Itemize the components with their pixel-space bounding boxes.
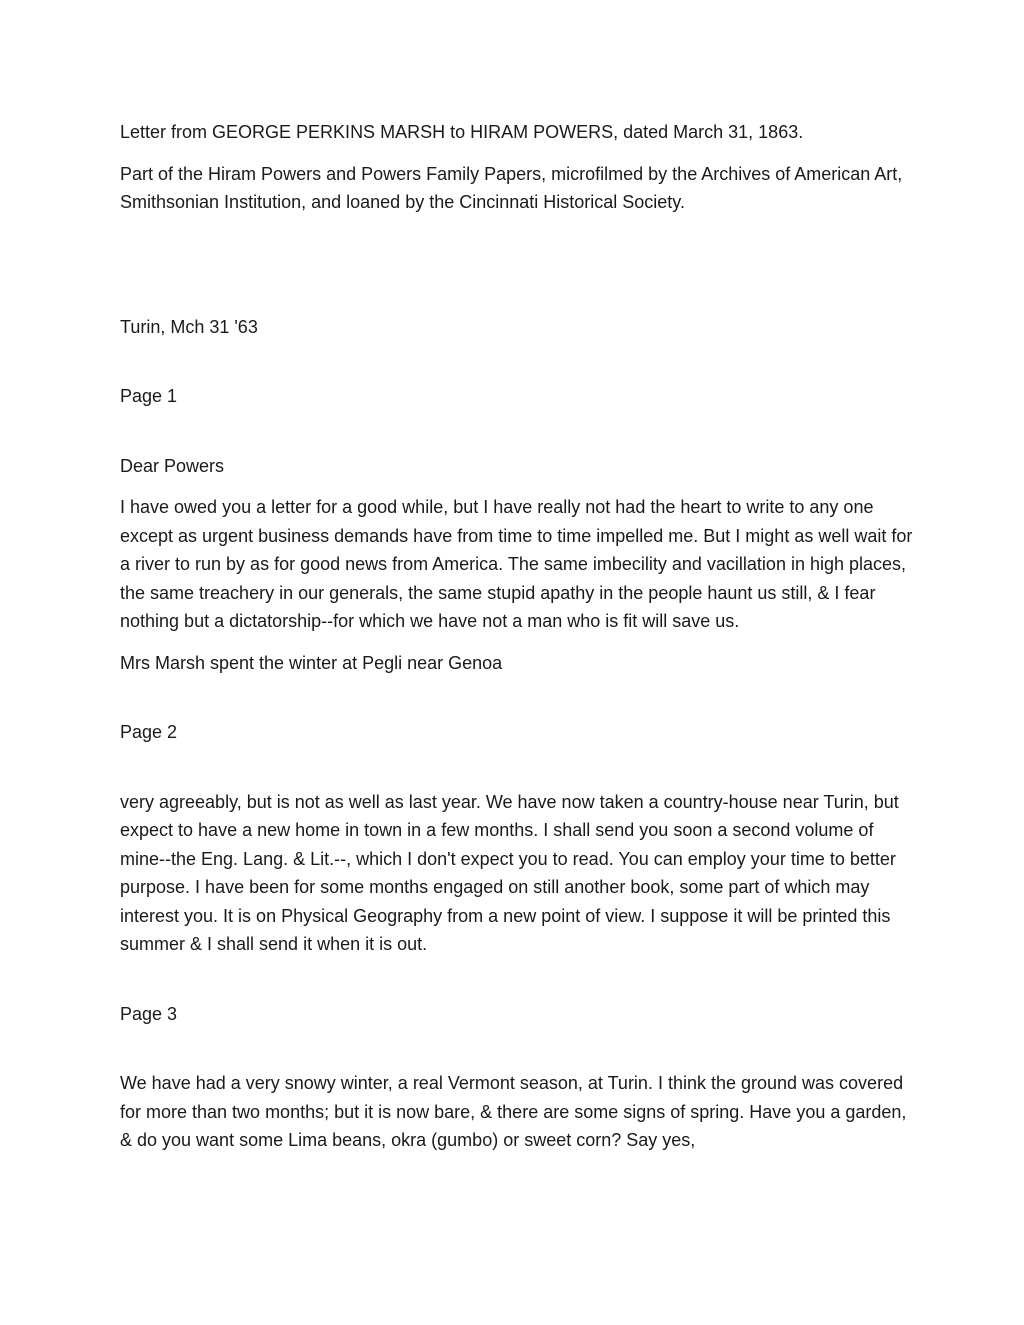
page-2-label: Page 2	[120, 722, 178, 742]
place-date: Turin, Mch 31 '63	[120, 316, 258, 337]
page-2-paragraph-1: very agreeably, but is not as well as last year. We have now taken a country-house near Turin, but expect to have a new home in town in a few months. I shall send you soon a second volume of mine--the Eng. Lang. & Lit.--, which I don't expect you to read. You can employ your time to better purpose. I have been for some months engaged on still another book, some part of which may interest you. It is on Physical Geography from a new point of view. I suppose it will be printed this summer & I shall send it when it is out.	[120, 791, 899, 954]
page-1-label: Page 1	[120, 386, 178, 406]
page-1-paragraph-1: I have owed you a letter for a good while, but I have really not had the heart to write to any one except as urgent business demands have from time to time impelled me. But I might as well wait for a river to run by as for good news from America. The same imbecility and vacillation in high places, the same treachery in our generals, the same stupid apathy in the people haunt us still, & I fear nothing but a dictatorship--for which we have not a man who is fit will save us.	[120, 497, 913, 631]
page-3-paragraph-1: We have had a very snowy winter, a real Vermont season, at Turin. I think the ground was covered for more than two months; but it is now bare, & there are some signs of spring. Have you a garden, & do you want some Lima beans, okra (gumbo) or sweet corn? Say yes,	[120, 1073, 907, 1150]
salutation: Dear Powers	[120, 455, 225, 476]
page-1-paragraph-2: Mrs Marsh spent the winter at Pegli near Genoa	[120, 652, 503, 673]
page-3-label: Page 3	[120, 1003, 178, 1024]
document-title: Letter from GEORGE PERKINS MARSH to HIRAM POWERS, dated March 31, 1863.	[120, 122, 804, 142]
document-page	[120, 118, 920, 1155]
source-note: Part of the Hiram Powers and Powers Family Papers, microfilmed by the Archives of American Art, Smithsonian Institution, and loaned by the Cincinnati Historical Society.	[120, 163, 903, 212]
